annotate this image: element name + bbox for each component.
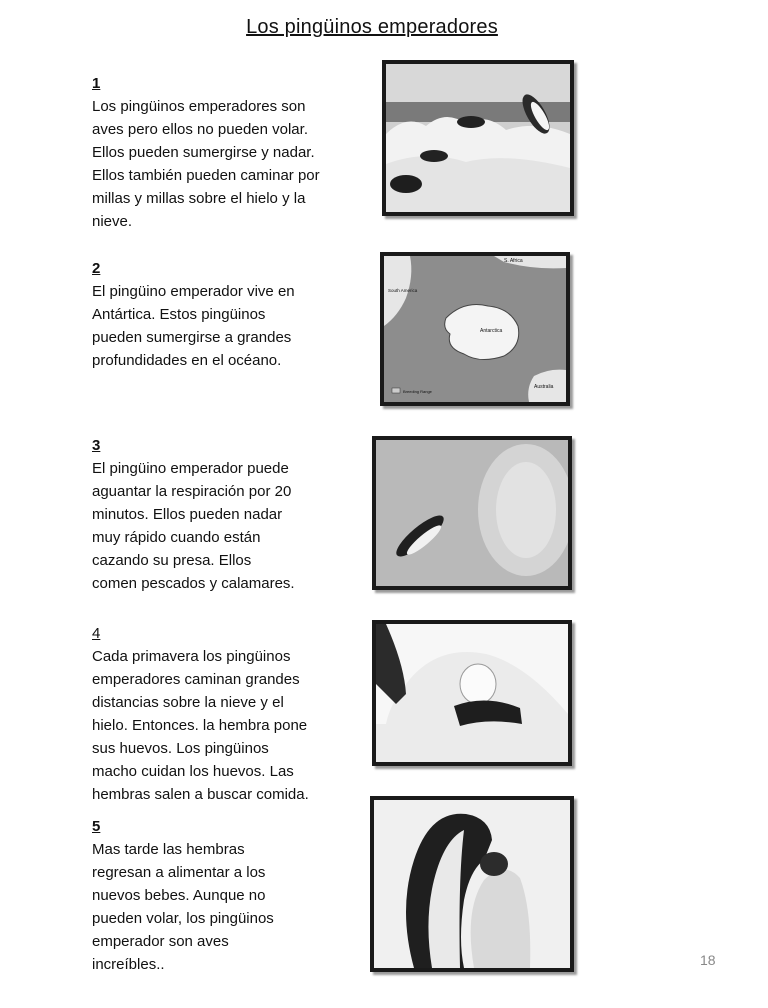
- penguins-jumping-photo: [382, 60, 574, 216]
- section-2: [92, 257, 295, 372]
- section-number: 3: [92, 437, 101, 454]
- section-text: Mas tarde las hembras regresan a alimentar a los nuevos bebes. Aunque no pueden volar, los pingüinos emperador son aves increíbles..: [92, 841, 274, 973]
- section-4: [92, 622, 309, 806]
- map-label-s-africa: S. Africa: [504, 258, 523, 264]
- section-text: El pingüino emperador vive en Antártica. Estos pingüinos pueden sumergirse a grandes profundidades en el océano.: [92, 283, 295, 369]
- penguin-egg-photo: [372, 620, 572, 766]
- section-1: [92, 72, 320, 233]
- antarctica-map: [380, 252, 570, 406]
- penguin-feeding-chick-photo: [370, 796, 574, 972]
- map-label-south-america: South America: [388, 288, 418, 293]
- page-title: Los pingüinos emperadores: [246, 16, 498, 38]
- section-number: 1: [92, 75, 101, 92]
- penguin-swimming-photo: [372, 436, 572, 590]
- map-label-australia: Australia: [534, 384, 554, 390]
- map-legend-label: Breeding Range: [403, 389, 432, 394]
- page-number: 18: [700, 952, 716, 968]
- section-number: 5: [92, 818, 101, 835]
- section-number: 4: [92, 625, 101, 642]
- section-text: Cada primavera los pingüinos emperadores caminan grandes distancias sobre la nieve y el hielo. Entonces. la hembra pone sus huevos. Los pingüinos macho cuidan los huevos. Las hembras salen a buscar comida.: [92, 648, 309, 803]
- section-3: [92, 434, 295, 595]
- map-label-antarctica: Antarctica: [480, 328, 503, 334]
- section-number: 2: [92, 260, 101, 277]
- section-5: [92, 815, 274, 976]
- section-text: Los pingüinos emperadores son aves pero ellos no pueden volar. Ellos pueden sumergirse y nadar. Ellos también pueden caminar por millas y millas sobre el hielo y la nieve.: [92, 98, 320, 230]
- section-text: El pingüino emperador puede aguantar la respiración por 20 minutos. Ellos pueden nadar muy rápido cuando están cazando su presa. Ellos comen pescados y calamares.: [92, 460, 295, 592]
